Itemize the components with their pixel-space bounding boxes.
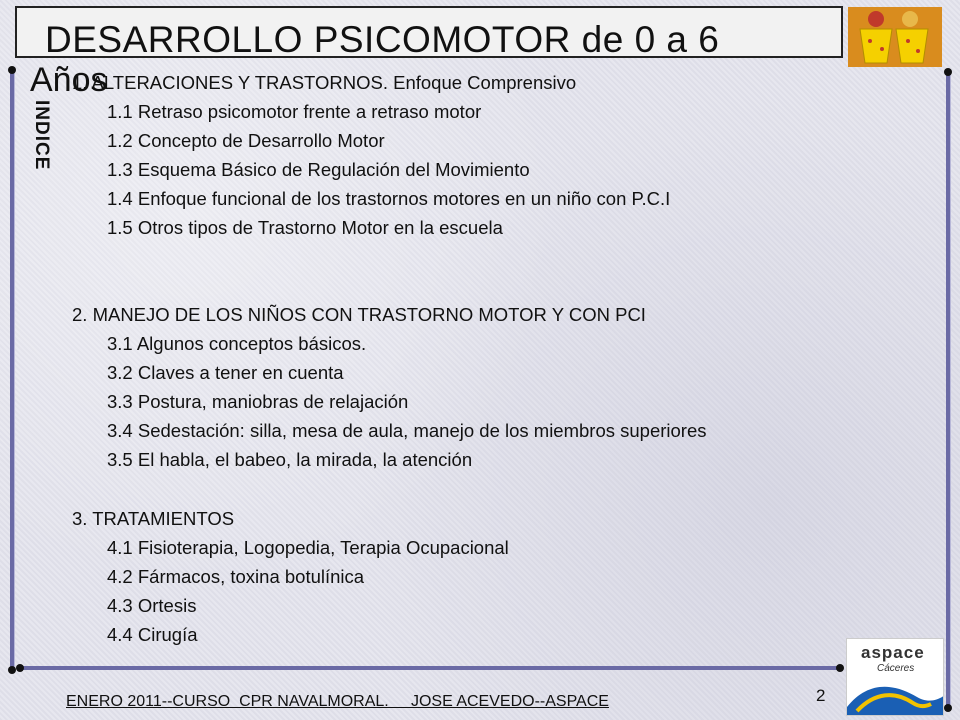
list-item: 3.5 El habla, el babeo, la mirada, la atención <box>107 449 473 470</box>
flower-pots-icon <box>848 7 942 67</box>
list-item: 4.4 Cirugía <box>107 624 198 645</box>
logo-sub-text: Cáceres <box>877 663 915 674</box>
list-item: 3.2 Claves a tener en cuenta <box>107 362 344 383</box>
list-item: 4.1 Fisioterapia, Logopedia, Terapia Ocupacional <box>107 537 509 558</box>
section-heading: 1. ALTERACIONES Y TRASTORNOS. Enfoque Comprensivo <box>72 72 577 93</box>
list-item: 3.1 Algunos conceptos básicos. <box>107 333 367 354</box>
bottom-frame-bar <box>20 666 840 670</box>
title-box <box>15 6 843 58</box>
left-frame-bar <box>10 70 14 670</box>
wave-icon <box>847 677 944 716</box>
page-title: DESARROLLO PSICOMOTOR de 0 a 6 <box>45 19 720 60</box>
page-number: 2 <box>816 686 826 705</box>
logo-main-text: aspace <box>861 643 925 662</box>
side-index-label: INDICE <box>31 100 52 171</box>
list-item: 1.1 Retraso psicomotor frente a retraso motor <box>107 101 482 122</box>
list-item: 3.3 Postura, maniobras de relajación <box>107 391 409 412</box>
index-content <box>72 68 707 649</box>
list-item: 3.4 Sedestación: silla, mesa de aula, manejo de los miembros superiores <box>107 420 707 441</box>
section-heading: 3. TRATAMIENTOS <box>72 508 235 529</box>
list-item: 1.4 Enfoque funcional de los trastornos motores en un niño con P.C.I <box>107 188 671 209</box>
list-item: 1.3 Esquema Básico de Regulación del Movimiento <box>107 159 530 180</box>
list-item: 1.5 Otros tipos de Trastorno Motor en la escuela <box>107 217 503 238</box>
flower-pots-image <box>848 7 942 67</box>
section-heading: 2. MANEJO DE LOS NIÑOS CON TRASTORNO MOTOR Y CON PCI <box>72 304 646 325</box>
spacer <box>72 474 707 504</box>
footer-text: ENERO 2011--CURSO CPR NAVALMORAL. JOSE ACEVEDO--ASPACE <box>66 693 609 710</box>
page-title-years: Años <box>30 61 108 99</box>
list-item: 4.2 Fármacos, toxina botulínica <box>107 566 365 587</box>
list-item: 4.3 Ortesis <box>107 595 197 616</box>
aspace-logo <box>846 638 944 716</box>
spacer <box>72 242 707 300</box>
list-item: 1.2 Concepto de Desarrollo Motor <box>107 130 385 151</box>
right-frame-bar <box>946 72 950 708</box>
